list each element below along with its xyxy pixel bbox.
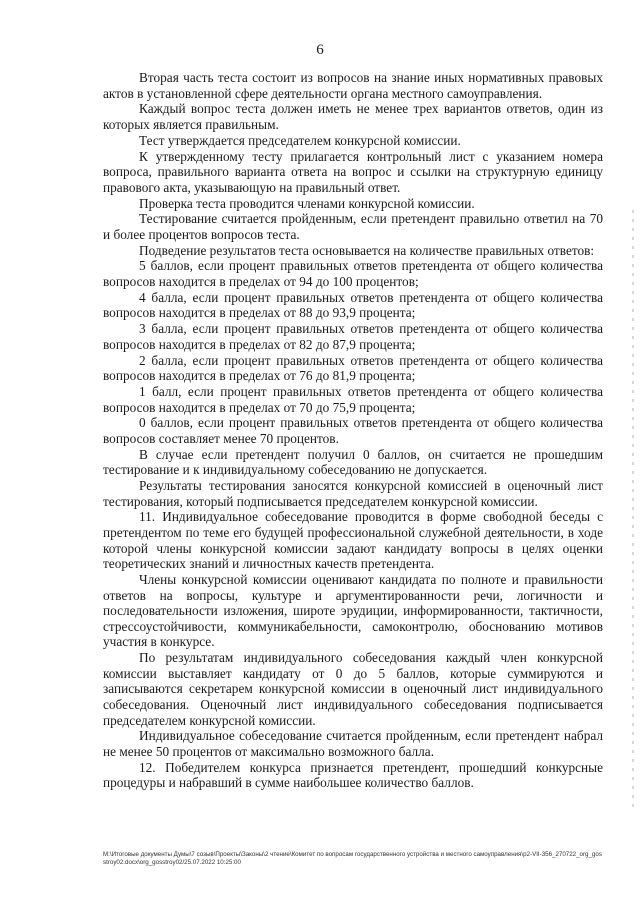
paragraph: К утвержденному тесту прилагается контрольный лист с указанием номера вопроса, правильного варианта ответа на вопрос и ссылки на структурную единицу правового акта, указывающую на правильный ответ.	[103, 148, 603, 195]
score-item: 2 балла, если процент правильных ответов претендента от общего количества вопросов находится в пределах от 76 до 81,9 процента;	[103, 352, 603, 384]
paragraph: Проверка теста проводится членами конкурсной комиссии.	[139, 195, 475, 211]
document-body	[103, 70, 603, 791]
score-item: 4 балла, если процент правильных ответов претендента от общего количества вопросов находится в пределах от 88 до 93,9 процента;	[103, 289, 603, 321]
file-path-footer: M:\Итоговые документы Думы\7 созыв\Проекты\Законы\2 чтение\Комитет по вопросам государственного устройства и местного самоуправления\р2-VII-356_270722_org_gosstroy02.docx\org_gosstroy02/25.07.2022 10:25:00	[103, 851, 602, 866]
score-item: 1 балл, если процент правильных ответов претендента от общего количества вопросов находится в пределах от 70 до 75,9 процента;	[103, 383, 603, 415]
paragraph: Тест утверждается председателем конкурсной комиссии.	[139, 132, 461, 148]
paragraph: Результаты тестирования заносятся конкурсной комиссией в оценочный лист тестирования, который подписывается председателем конкурсной комиссии.	[103, 478, 603, 509]
paragraph: 11. Индивидуальное собеседование проводится в форме свободной беседы с претендентом по теме его будущей профессиональной служебной деятельности, в ходе которой члены конкурсной комиссии задают кандидату вопросы в целях оценки теоретических знаний и личностных качеств претендента.	[103, 509, 603, 572]
paragraph: Тестирование считается пройденным, если претендент правильно ответил на 70 и более процентов вопросов теста.	[103, 211, 603, 242]
scan-edge-mark	[632, 210, 634, 810]
score-item: 0 баллов, если процент правильных ответов претендента от общего количества вопросов составляет менее 70 процентов.	[103, 415, 603, 446]
paragraph: Каждый вопрос теста должен иметь не менее трех вариантов ответов, один из которых является правильным.	[103, 101, 603, 132]
paragraph: Вторая часть теста состоит из вопросов на знание иных нормативных правовых актов в установленной сфере деятельности органа местного самоуправления.	[103, 70, 603, 101]
score-item: 5 баллов, если процент правильных ответов претендента от общего количества вопросов находится в пределах от 94 до 100 процентов;	[103, 258, 603, 290]
paragraph: Члены конкурсной комиссии оценивают кандидата по полноте и правильности ответов на вопросы, культуре и аргументированности речи, логичности и последовательности изложения, широте эрудиции, информированности, тактичности, стрессоустойчивости, коммуникабельности, самоконтролю, обоснованию мотивов участия в конкурсе.	[103, 572, 603, 650]
score-item: 3 балла, если процент правильных ответов претендента от общего количества вопросов находится в пределах от 82 до 87,9 процента;	[103, 321, 603, 352]
paragraph: В случае если претендент получил 0 баллов, он считается не прошедшим тестирование и к индивидуальному собеседованию не допускается.	[103, 446, 603, 478]
page-number: 6	[316, 42, 324, 58]
paragraph: Индивидуальное собеседование считается пройденным, если претендент набрал не менее 50 процентов от максимально возможного балла.	[103, 728, 603, 759]
paragraph: 12. Победителем конкурса признается претендент, прошедший конкурсные процедуры и набравший в сумме наибольшее количество баллов.	[103, 759, 603, 791]
paragraph: По результатам индивидуального собеседования каждый член конкурсной комиссии выставляет кандидату от 0 до 5 баллов, которые суммируются и записываются секретарем конкурсной комиссии в оценочный лист индивидуального собеседования. Оценочный лист индивидуального собеседования подписывается председателем конкурсной комиссии.	[103, 650, 603, 728]
paragraph: Подведение результатов теста основывается на количестве правильных ответов:	[139, 242, 595, 258]
